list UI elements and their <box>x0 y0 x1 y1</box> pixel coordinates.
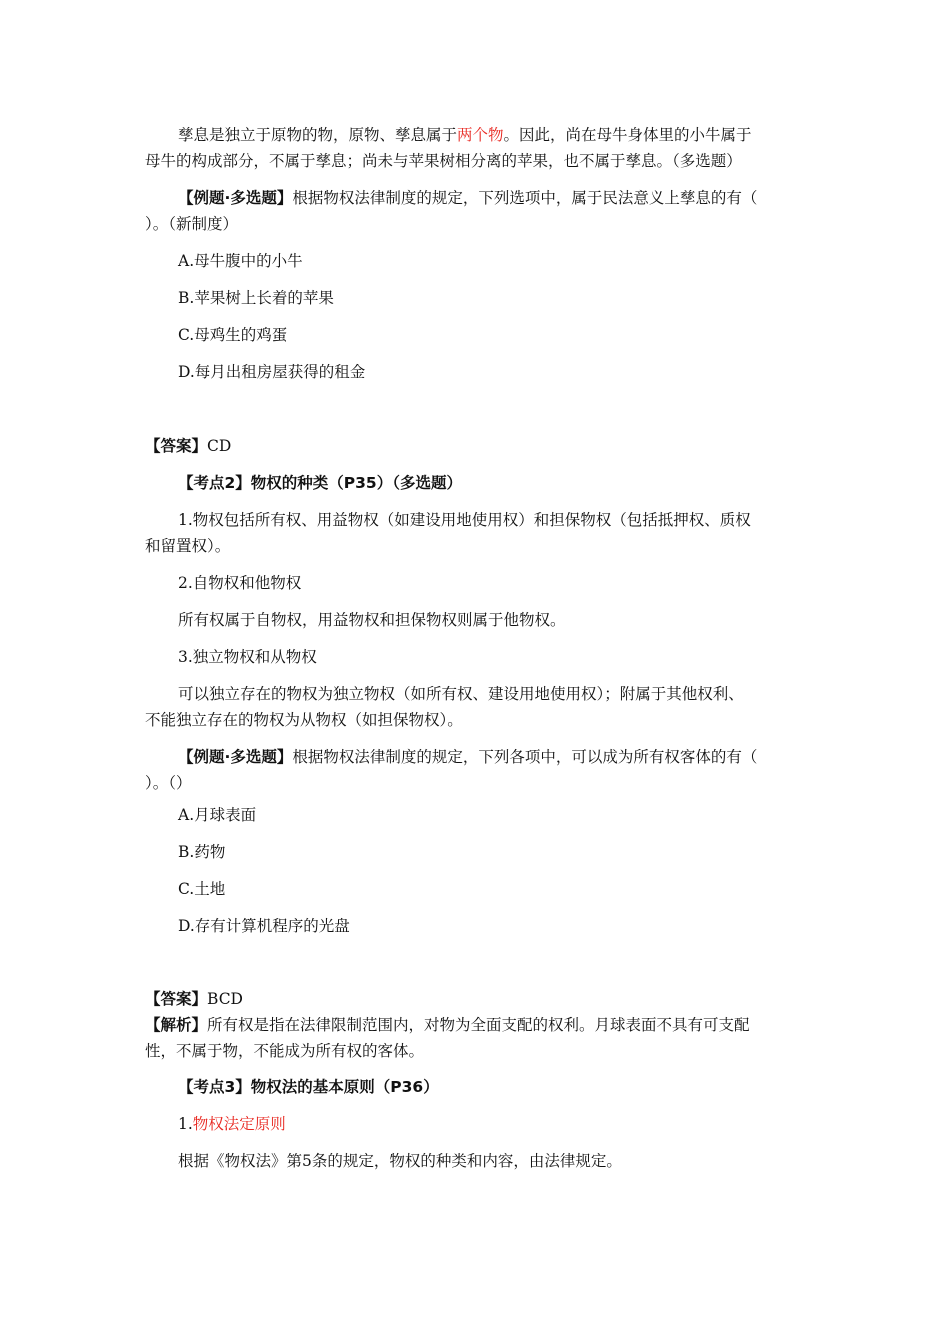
answer-tag: 【答案】 <box>145 437 208 455</box>
item-number: 1. <box>178 1115 193 1133</box>
analysis-text: 所有权是指在法律限制范围内，对物为全面支配的权利。月球表面不具有可支配 <box>207 1016 750 1034</box>
example1-option-d: D.每月出租房屋获得的租金 <box>178 363 366 381</box>
answer-value: CD <box>207 437 232 455</box>
k2-item3-line2: 不能独立存在的物权为从物权（如担保物权）。 <box>145 711 463 729</box>
example-tag: 【例题·多选题】 <box>178 748 293 766</box>
k2-item1-line1: 1.物权包括所有权、用益物权（如建设用地使用权）和担保物权（包括抵押权、质权 <box>178 511 751 529</box>
example2-option-d: D.存有计算机程序的光盘 <box>178 917 350 935</box>
question-text: 根据物权法律制度的规定，下列各项中，可以成为所有权客体的有（ <box>292 748 758 766</box>
example2-analysis-line2: 性，不属于物，不能成为所有权的客体。 <box>145 1042 425 1060</box>
highlight-red: 物权法定原则 <box>192 1115 286 1133</box>
section-title-k2: 【考点2】物权的种类（P35）（多选题） <box>178 474 462 492</box>
k2-item2: 2.自物权和他物权 <box>178 574 302 592</box>
example2-analysis-line1 <box>145 1013 815 1038</box>
analysis-tag: 【解析】 <box>145 1016 208 1034</box>
example1-option-a: A.母牛腹中的小牛 <box>178 252 303 270</box>
example2-option-a: A.月球表面 <box>178 806 257 824</box>
text-span: 孳息是独立于原物的物，原物、孳息属于 <box>178 126 458 144</box>
example2-answer <box>145 987 815 1012</box>
k2-item1-line2: 和留置权）。 <box>145 537 231 555</box>
example1-answer <box>145 434 815 459</box>
example1-option-b: B.苹果树上长着的苹果 <box>178 289 334 307</box>
question-text: 根据物权法律制度的规定，下列选项中，属于民法意义上孳息的有（ <box>292 189 758 207</box>
k2-item3-line1: 可以独立存在的物权为独立物权（如所有权、建设用地使用权）；附属于其他权利、 <box>178 685 744 703</box>
example-tag: 【例题·多选题】 <box>178 189 293 207</box>
example2-question-line1 <box>178 745 818 770</box>
example1-question-line1 <box>178 186 818 211</box>
example2-option-b: B.药物 <box>178 843 226 861</box>
paragraph-fruits-line2: 母牛的构成部分，不属于孳息；尚未与苹果树相分离的苹果，也不属于孳息。（多选题） <box>145 152 742 170</box>
k3-item1-desc: 根据《物权法》第5条的规定，物权的种类和内容，由法律规定。 <box>178 1152 622 1170</box>
example1-question-line2: ）。（新制度） <box>145 215 239 233</box>
example1-option-c: C.母鸡生的鸡蛋 <box>178 326 288 344</box>
k2-item2-desc: 所有权属于自物权，用益物权和担保物权则属于他物权。 <box>178 611 566 629</box>
k2-item3: 3.独立物权和从物权 <box>178 648 317 666</box>
answer-value: BCD <box>207 990 243 1008</box>
answer-tag: 【答案】 <box>145 990 208 1008</box>
paragraph-fruits-line1 <box>178 123 818 148</box>
example2-option-c: C.土地 <box>178 880 226 898</box>
highlight-red: 两个物 <box>457 126 504 144</box>
k3-item1 <box>178 1112 818 1137</box>
text-span: 。因此，尚在母牛身体里的小牛属于 <box>503 126 752 144</box>
section-title-k3: 【考点3】物权法的基本原则（P36） <box>178 1078 439 1096</box>
example2-question-line2: ）。（） <box>145 774 192 792</box>
